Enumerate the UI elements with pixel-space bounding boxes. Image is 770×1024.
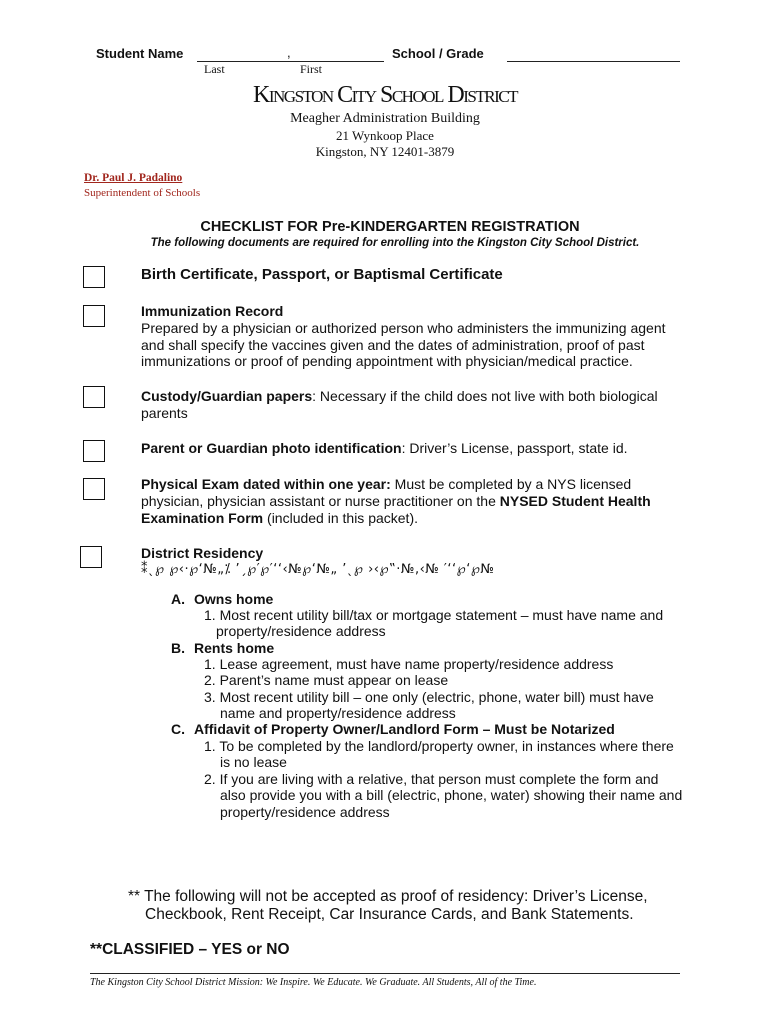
street-address: 21 Wynkoop Place bbox=[336, 128, 434, 143]
physical-exam-line2 bbox=[141, 493, 651, 510]
option-b-title: Rents home bbox=[194, 640, 275, 656]
physical-exam-line2-text: physician, physician assistant or nurse practitioner on the bbox=[141, 493, 500, 509]
option-a-item: 1. Most recent utility bill/tax or mortgage statement – must have name and bbox=[204, 607, 664, 623]
student-name-label: Student Name bbox=[96, 46, 184, 61]
custody-title: Custody/Guardian papers bbox=[141, 388, 313, 404]
option-b-item: 1. Lease agreement, must have name property/residence address bbox=[204, 656, 614, 672]
physical-exam-text: Must be completed by a NYS licensed bbox=[390, 476, 632, 492]
checkbox-custody[interactable] bbox=[83, 386, 105, 408]
checklist-subtitle: The following documents are required for enrolling into the Kingston City School District. bbox=[150, 237, 640, 249]
item-photo-id bbox=[141, 440, 628, 457]
school-grade-label: School / Grade bbox=[392, 46, 484, 61]
physical-exam-title: Physical Exam dated within one year: bbox=[141, 476, 391, 492]
district-name: Kingston City School District bbox=[253, 82, 517, 108]
option-b-label: B. bbox=[171, 640, 185, 656]
superintendent-title: Superintendent of Schools bbox=[84, 187, 201, 199]
examination-form-name: Examination Form bbox=[141, 510, 264, 526]
residency-garbled-text: ⁑ˎ℘ ℘‹‧℘‘№„⁒ ’ˏ℘′℘′‘‘‹№℘‘№„ ’ˎ℘ ›‹℘‟‧№‚‹№ ′‘‘℘‘℘№ bbox=[141, 562, 495, 577]
item-physical-exam bbox=[141, 476, 631, 493]
checkbox-photo-id[interactable] bbox=[83, 440, 105, 462]
physical-exam-line3 bbox=[141, 510, 418, 527]
item-district-residency: District Residency bbox=[141, 545, 264, 561]
option-c-item: property/residence address bbox=[220, 804, 390, 820]
name-comma: , bbox=[287, 45, 291, 60]
item-immunization-title: Immunization Record bbox=[141, 303, 284, 319]
item-birth-certificate: Birth Certificate, Passport, or Baptismal Certificate bbox=[141, 266, 503, 283]
building-name: Meagher Administration Building bbox=[290, 111, 480, 126]
not-accepted-line2: Checkbook, Rent Receipt, Car Insurance Cards, and Bank Statements. bbox=[145, 906, 634, 923]
photo-id-title: Parent or Guardian photo identification bbox=[141, 440, 402, 456]
option-c-item: 1. To be completed by the landlord/property owner, in instances where there bbox=[204, 738, 674, 754]
option-b-item: 2. Parent’s name must appear on lease bbox=[204, 672, 449, 688]
school-grade-field[interactable] bbox=[507, 61, 680, 62]
item-custody bbox=[141, 388, 658, 405]
checkbox-birth-certificate[interactable] bbox=[83, 266, 105, 288]
option-b-item: 3. Most recent utility bill – one only (electric, phone, water bill) must have bbox=[204, 689, 654, 705]
physical-exam-line3-text: (included in this packet). bbox=[263, 510, 418, 526]
classified-label: **CLASSIFIED – YES or NO bbox=[90, 941, 290, 958]
checkbox-physical-exam[interactable] bbox=[83, 478, 105, 500]
immunization-line: immunizations or proof of pending appointment with physician/medical practice. bbox=[141, 353, 633, 369]
last-name-label: Last bbox=[204, 62, 225, 76]
option-b-item: name and property/residence address bbox=[220, 705, 456, 721]
checklist-title: CHECKLIST FOR Pre-KINDERGARTEN REGISTRATION bbox=[200, 219, 580, 235]
option-c-label: C. bbox=[171, 721, 185, 737]
city-address: Kingston, NY 12401-3879 bbox=[315, 144, 455, 159]
checkbox-immunization[interactable] bbox=[83, 305, 105, 327]
custody-text: : Necessary if the child does not live with both biological bbox=[312, 388, 658, 404]
first-name-label: First bbox=[300, 62, 323, 76]
checkbox-district-residency[interactable] bbox=[80, 546, 102, 568]
footer-divider bbox=[90, 973, 680, 974]
option-a-label: A. bbox=[171, 591, 185, 607]
custody-line2: parents bbox=[141, 405, 188, 421]
option-c-item: is no lease bbox=[220, 754, 287, 770]
option-c-title: Affidavit of Property Owner/Landlord Form – Must be Notarized bbox=[194, 721, 615, 737]
nysed-form-name: NYSED Student Health bbox=[499, 493, 651, 509]
option-c-item: also provide you with a bill (electric, phone, water) showing their name and bbox=[220, 787, 683, 803]
option-a-item: property/residence address bbox=[216, 623, 386, 639]
immunization-line: Prepared by a physician or authorized person who administers the immunizing agent bbox=[141, 320, 666, 336]
not-accepted-line1: ** The following will not be accepted as proof of residency: Driver’s License, bbox=[128, 888, 648, 905]
mission-statement: The Kingston City School District Mission: We Inspire. We Educate. We Graduate. All Students, All of the Time. bbox=[90, 977, 537, 988]
superintendent-name: Dr. Paul J. Padalino bbox=[84, 172, 183, 184]
immunization-line: and shall specify the vaccines given and the dates of administration, proof of past bbox=[141, 337, 645, 353]
photo-id-text: : Driver’s License, passport, state id. bbox=[401, 440, 628, 456]
student-name-field[interactable] bbox=[197, 61, 384, 62]
option-a-title: Owns home bbox=[194, 591, 274, 607]
option-c-item: 2. If you are living with a relative, that person must complete the form and bbox=[204, 771, 659, 787]
